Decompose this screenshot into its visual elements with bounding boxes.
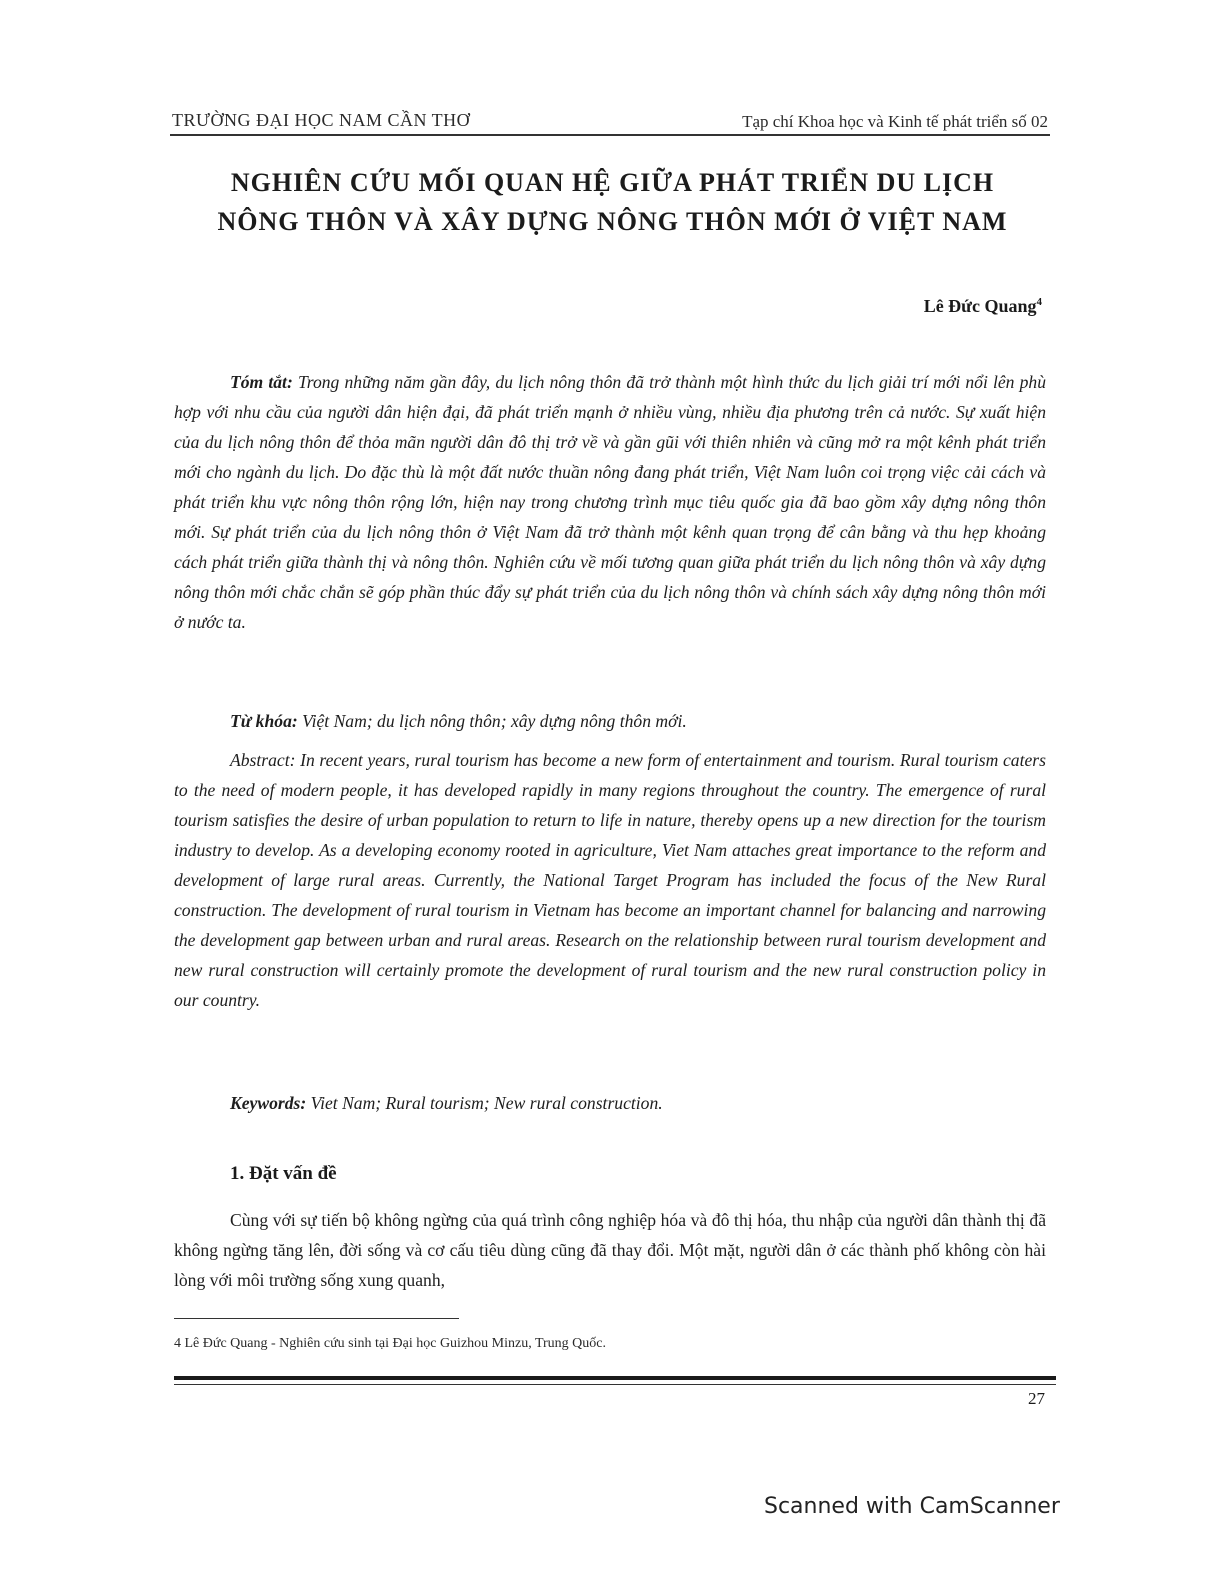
header-university: TRƯỜNG ĐẠI HỌC NAM CẦN THƠ [172,110,471,130]
abstract-en [174,745,1046,1015]
section-body: Cùng với sự tiến bộ không ngừng của quá trình công nghiệp hóa và đô thị hóa, thu nhập của người dân thành thị đã không ngừng tăng lên, đời sống và cơ cấu tiêu dùng cũng đã thay đổi. Một mặt, người dân ở các thành phố không còn hài lòng với môi trường sống xung quanh, [174,1210,1046,1290]
keywords-vi [174,706,1046,736]
author [924,296,1042,317]
keywords-en [174,1088,1046,1118]
header-journal: Tạp chí Khoa học và Kinh tế phát triển số 02 [742,112,1048,131]
footer-rule-thick [174,1376,1056,1380]
page-number: 27 [1028,1389,1045,1408]
section-heading: 1. Đặt vấn đề [230,1163,337,1184]
summary-vi-label: Tóm tắt: [230,372,293,392]
abstract-en-text: In recent years, rural tourism has become a new form of entertainment and tourism. Rural tourism caters to the need of modern people, it has developed rapidly in many regions throughout the country. The emergence of rural tourism satisfies the desire of urban population to return to life in nature, thereby opens up a new direction for the tourism industry to develop. As a developing economy rooted in agriculture, Viet Nam attaches great importance to the reform and development of large rural areas. Currently, the National Target Program has included the focus of the New Rural construction. The development of rural tourism in Vietnam has become an important channel for balancing and narrowing the development gap between urban and rural areas. Research on the relationship between rural tourism development and new rural construction will certainly promote the development of rural tourism and the new rural construction policy in our country. [174,750,1046,1010]
abstract-en-label: Abstract: [230,750,296,770]
author-footnote-marker: 4 [1036,296,1042,308]
keywords-en-text: Viet Nam; Rural tourism; New rural construction. [310,1093,663,1113]
footnote: 4 Lê Đức Quang - Nghiên cứu sinh tại Đại học Guizhou Minzu, Trung Quốc. [174,1336,606,1351]
keywords-vi-text: Việt Nam; du lịch nông thôn; xây dựng nông thôn mới. [302,711,687,731]
summary-vi [174,367,1046,637]
footer-rule-thin [174,1384,1056,1385]
keywords-en-label: Keywords: [230,1093,307,1113]
keywords-vi-label: Từ khóa: [230,711,298,731]
scanner-watermark: Scanned with CamScanner [764,1494,1060,1519]
author-name: Lê Đức Quang [923,296,1037,316]
running-header [172,110,1048,136]
header-rule [170,134,1050,136]
title-line-1: NGHIÊN CỨU MỐI QUAN HỆ GIỮA PHÁT TRIỂN DU LỊCH [230,168,995,197]
summary-vi-text: Trong những năm gần đây, du lịch nông thôn đã trở thành một hình thức du lịch giải trí mới nổi lên phù hợp với nhu cầu của người dân hiện đại, đã phát triển mạnh ở nhiều vùng, nhiều địa phương trên cả nước. Sự xuất hiện của du lịch nông thôn để thỏa mãn người dân đô thị trở về và gần gũi với thiên nhiên và cũng mở ra một kênh phát triển mới cho ngành du lịch. Do đặc thù là một đất nước thuần nông đang phát triển, Việt Nam luôn coi trọng việc cải cách và phát triển khu vực nông thôn rộng lớn, hiện nay trong chương trình mục tiêu quốc gia đã bao gồm xây dựng nông thôn mới. Sự phát triển của du lịch nông thôn ở Việt Nam đã trở thành một kênh quan trọng để cân bằng và thu hẹp khoảng cách phát triển giữa thành thị và nông thôn. Nghiên cứu về mối tương quan giữa phát triển du lịch nông thôn và xây dựng nông thôn mới chắc chắn sẽ góp phần thúc đẩy sự phát triển của du lịch nông thôn và chính sách xây dựng nông thôn mới ở nước ta. [174,372,1047,632]
footnote-rule [174,1318,459,1319]
title-line-2: NÔNG THÔN VÀ XÂY DỰNG NÔNG THÔN MỚI Ở VIỆT NAM [217,207,1008,236]
